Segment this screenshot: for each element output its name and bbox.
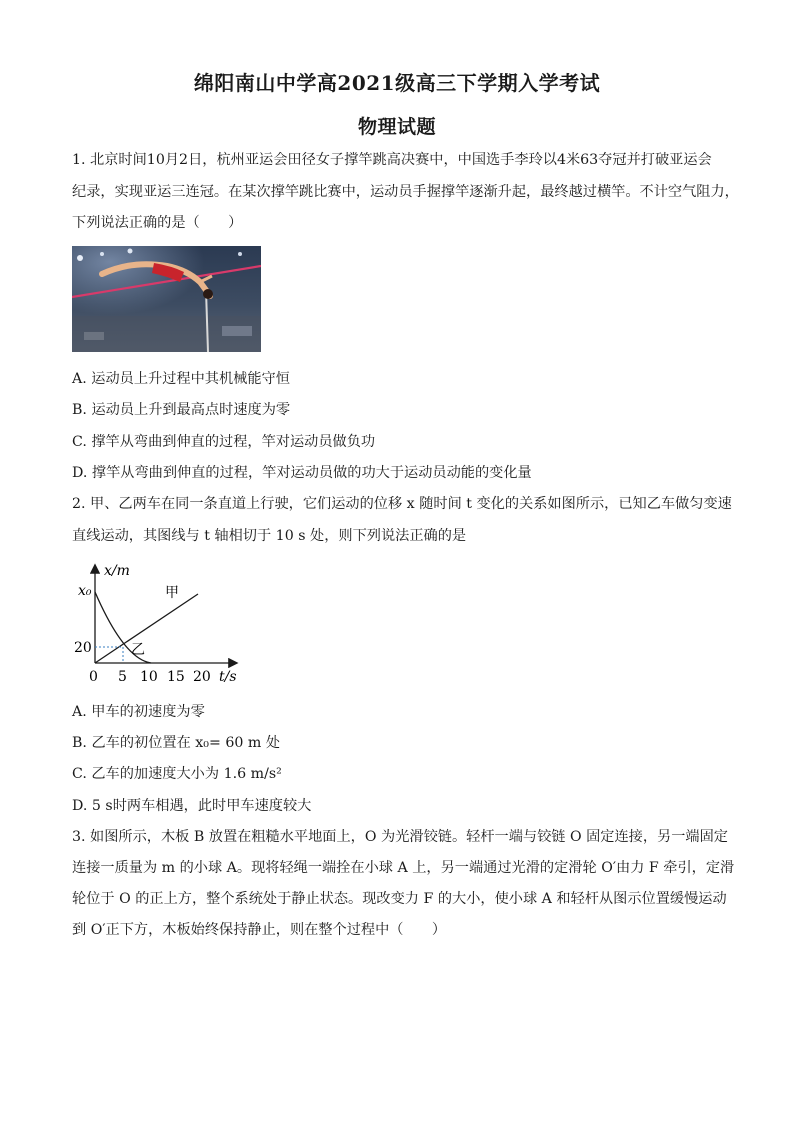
y-tick-x0: x₀ [78,583,92,599]
pole-vault-illustration [72,246,261,352]
label-jia: 甲 [165,585,179,601]
q1-option-d: D. 撑竿从弯曲到伸直的过程，竿对运动员做的功大于运动员动能的变化量 [72,465,532,481]
x-tick-0: 0 [89,669,98,685]
q1-line-1: 1. 北京时间10月2日，杭州亚运会田径女子撑竿跳高决赛中，中国选手李玲以4米63夺冠并打破亚运会 [72,152,712,168]
q2-line-1: 2. 甲、乙两车在同一条直道上行驶，它们运动的位移 x 随时间 t 变化的关系如图所示，已知乙车做匀变速 [72,496,732,512]
q2-option-d: D. 5 s时两车相遇，此时甲车速度较大 [72,798,312,814]
q3-line-1: 3. 如图所示，木板 B 放置在粗糙水平地面上，O 为光滑铰链。轻杆一端与铰链 O 固定连接，另一端固定 [72,829,728,845]
x-tick-10: 10 [140,669,158,685]
q1-option-a: A. 运动员上升过程中其机械能守恒 [72,371,290,387]
q2-line-2: 直线运动，其图线与 t 轴相切于 10 s 处，则下列说法正确的是 [72,528,467,544]
x-tick-5: 5 [118,669,127,685]
x-axis-label: t/s [219,669,237,685]
subject-title: 物理试题 [357,116,436,138]
q1-option-b: B. 运动员上升到最高点时速度为零 [72,402,291,418]
exam-title: 绵阳南山中学高2021级高三下学期入学考试 [193,71,601,95]
x-t-graph-svg [70,560,245,688]
y-tick-20: 20 [74,640,92,656]
label-yi: 乙 [131,642,145,658]
jia-line [95,594,198,663]
q1-option-c: C. 撑竿从弯曲到伸直的过程，竿对运动员做负功 [72,434,376,450]
q3-line-4: 到 O′正下方，木板始终保持静止，则在整个过程中（ ） [72,922,447,938]
x-t-graph [70,560,245,688]
q2-option-b: B. 乙车的初位置在 x₀= 60 m 处 [72,735,281,751]
q3-line-3: 轮位于 O 的正上方，整个系统处于静止状态。现改变力 F 的大小，使小球 A 和轻杆从图示位置缓慢运动 [72,891,727,907]
x-tick-20: 20 [193,669,211,685]
y-axis-label: x/m [104,563,130,579]
q3-line-2: 连接一质量为 m 的小球 A。现将轻绳一端拴在小球 A 上，另一端通过光滑的定滑轮 O′由力 F 牵引，定滑 [72,860,735,876]
q2-option-c: C. 乙车的加速度大小为 1.6 m/s² [72,766,282,782]
q1-line-2: 纪录，实现亚运三连冠。在某次撑竿跳比赛中，运动员手握撑竿逐渐升起，最终越过横竿。不计空气阻力， [72,184,739,200]
q1-line-3: 下列说法正确的是（ ） [72,215,243,231]
pole-vault-photo [72,246,261,352]
x-tick-15: 15 [167,669,185,685]
q2-option-a: A. 甲车的初速度为零 [72,704,205,720]
